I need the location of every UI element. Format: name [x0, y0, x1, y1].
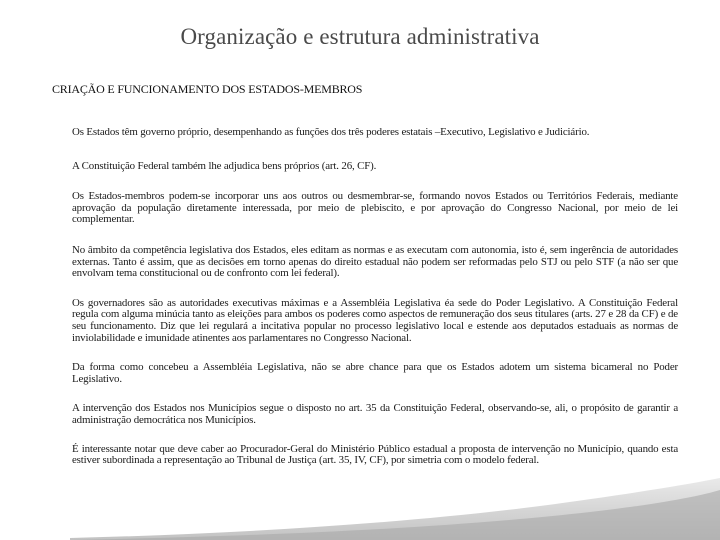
paragraph: No âmbito da competência legislativa dos Estados, eles editam as normas e as executam com autonomia, isto é, sem ingerência de autoridades externas. Tanto é assim, que as decisões em torno apenas do direito estadual não podem ser reformadas pelo STJ ou pelo STF (a não ser que envolvam tema constitucional ou de confronto com lei federal). — [72, 243, 678, 280]
paragraph: Os Estados têm governo próprio, desempenhando as funções dos três poderes estatais –Executivo, Legislativo e Judiciário. — [72, 126, 590, 138]
paragraph: Os governadores são as autoridades executivas máximas e a Assembléia Legislativa éa sede do Poder Legislativo. A Constituição Federal regula com alguma minúcia tanto as eleições para ambos os poderes como aspectos de remuneração dos seus titulares (arts. 27 e 28 da CF) e de seu funcionamento. Diz que lei regulará a incitativa popular no processo legislativo local e estende aos deputados estaduais as normas de inviolabilidade e imunidade atinentes aos parlamentares no Congresso Nacional. — [72, 296, 678, 344]
paragraph: É interessante notar que deve caber ao Procurador-Geral do Ministério Público estadual a proposta de intervenção no Município, quando esta estiver subordinada a representação ao Tribunal de Justiça (art. 35, IV, CF), por simetria com o modelo federal. — [72, 442, 678, 467]
paragraph: A Constituição Federal também lhe adjudica bens próprios (art. 26, CF). — [72, 159, 377, 172]
decorative-shape — [70, 478, 720, 540]
shape-fill — [70, 478, 720, 540]
paragraph: Da forma como concebeu a Assembléia Legislativa, não se abre chance para que os Estados adotem um sistema bicameral no Poder Legislativo. — [72, 361, 678, 385]
slide-body — [72, 127, 678, 467]
shape-highlight — [70, 490, 720, 540]
slide-subtitle: CRIAÇÃO E FUNCIONAMENTO DOS ESTADOS-MEMBROS — [52, 82, 363, 96]
paragraph: Os Estados-membros podem-se incorporar uns aos outros ou desmembrar-se, formando novos Estados ou Territórios Federais, mediante aprovação da população diretamente interessada, por meio de plebiscito, e por aprovação do Congresso Nacional, por meio de lei complementar. — [72, 190, 678, 226]
paragraph: A intervenção dos Estados nos Municípios segue o disposto no art. 35 da Constituição Federal, observando-se, ali, o propósito de garantir a administração democrática nos Municípios. — [72, 402, 678, 426]
slide-title: Organização e estrutura administrativa — [180, 24, 540, 49]
